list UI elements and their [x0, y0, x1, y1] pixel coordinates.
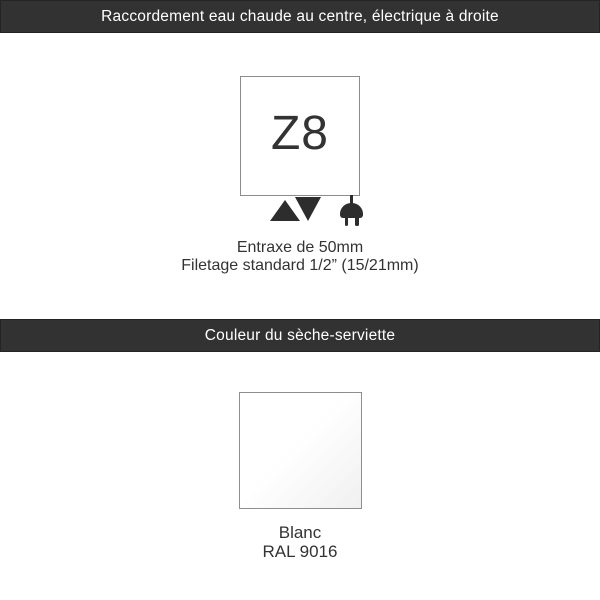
plug-prong-left: [345, 217, 349, 226]
color-caption: [0, 523, 600, 561]
power-plug-icon: [339, 195, 363, 227]
detail-line-entraxe: Entraxe de 50mm: [236, 239, 364, 256]
color-swatch-blanc[interactable]: [239, 392, 362, 509]
plug-body: [340, 203, 363, 218]
color-code-label: RAL 9016: [262, 542, 338, 561]
model-label: Z8: [270, 106, 329, 160]
connection-section-banner: [0, 0, 600, 33]
color-banner-title: Couleur du sèche-serviette: [204, 326, 396, 344]
color-name-label: Blanc: [278, 523, 322, 542]
triangle-down-icon: [295, 197, 321, 221]
connection-banner-title: Raccordement eau chaude au centre, électrique à droite: [101, 7, 499, 25]
connection-details: [0, 239, 600, 275]
plug-prong-right: [355, 217, 359, 226]
detail-line-filetage: Filetage standard 1/2” (15/21mm): [181, 257, 419, 274]
color-section-banner: [0, 319, 600, 352]
connection-option-tile-z8[interactable]: [240, 76, 360, 196]
